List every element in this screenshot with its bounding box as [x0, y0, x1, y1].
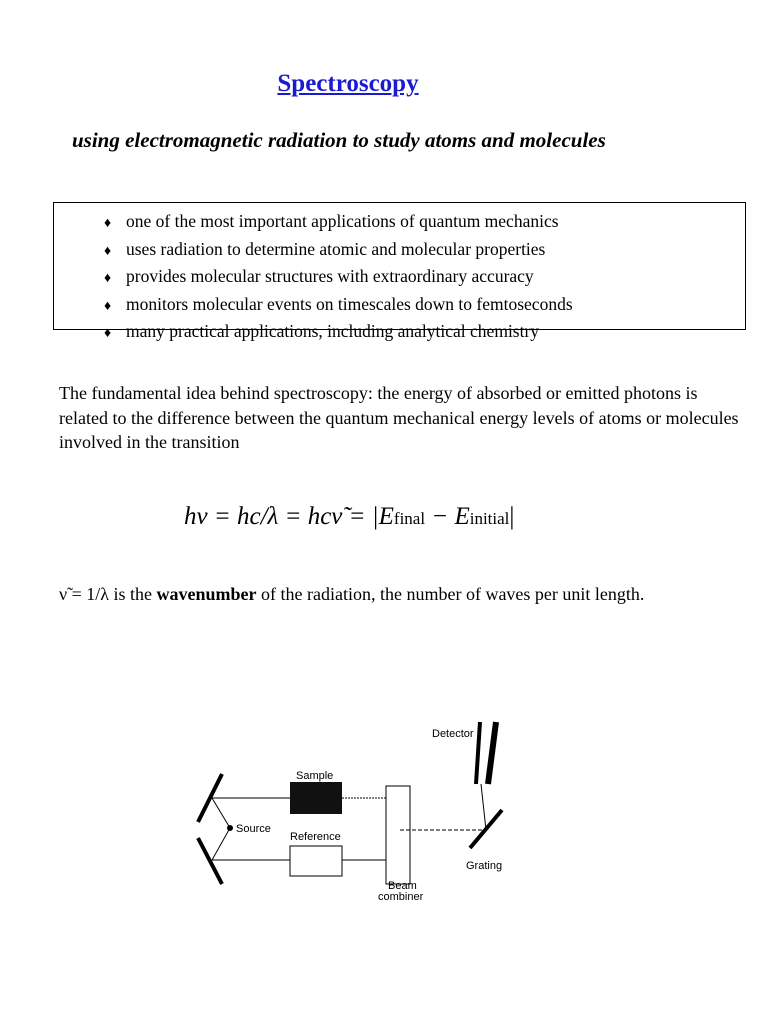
sample-cell: [290, 782, 342, 814]
beam-combiner: [386, 786, 410, 884]
detector: [476, 722, 480, 784]
combiner-label: combiner: [378, 891, 424, 903]
bullet-item: ♦ provides molecular structures with extraordinary accuracy: [104, 264, 745, 292]
diamond-bullet-icon: ♦: [104, 326, 112, 341]
bullet-box: [53, 202, 746, 341]
bullet-item: ♦ uses radiation to determine atomic and molecular properties: [104, 237, 745, 265]
beam-label: Beam: [388, 880, 417, 892]
energy-equation: hν = hc/λ = hcν̃ = |Efinal − Einitial|: [184, 503, 515, 530]
diamond-bullet-icon: ♦: [104, 243, 112, 259]
reference-cell: [290, 846, 342, 876]
page-subtitle: using electromagnetic radiation to study atoms and molecules: [72, 128, 606, 152]
sample-label: Sample: [296, 770, 334, 782]
wavenumber-definition: ν̃ = 1/λ is the wavenumber of the radiation, the number of waves per unit length.: [59, 584, 645, 604]
source-label: Source: [236, 823, 271, 835]
reference-label: Reference: [290, 831, 341, 843]
page-title: Spectroscopy: [277, 70, 419, 97]
diamond-bullet-icon: ♦: [104, 271, 112, 286]
diamond-bullet-icon: ♦: [104, 216, 112, 231]
bullet-item: ♦ monitors molecular events on timescales down to femtoseconds: [104, 292, 745, 320]
detector-label: Detector: [432, 728, 474, 740]
diamond-bullet-icon: ♦: [104, 298, 112, 314]
grating-label: Grating: [466, 860, 503, 872]
bullet-item: ♦ one of the most important applications of quantum mechanics: [104, 209, 745, 237]
lower-mirror: [198, 838, 222, 884]
intro-paragraph: The fundamental idea behind spectroscopy: the energy of absorbed or emitted photons is related to the difference between the quantum mechanical energy levels of atoms or molecules involved in the transition: [59, 383, 739, 452]
bullet-item: ♦ many practical applications, including analytical chemistry: [104, 319, 745, 347]
spectrometer-diagram: [190, 712, 520, 912]
